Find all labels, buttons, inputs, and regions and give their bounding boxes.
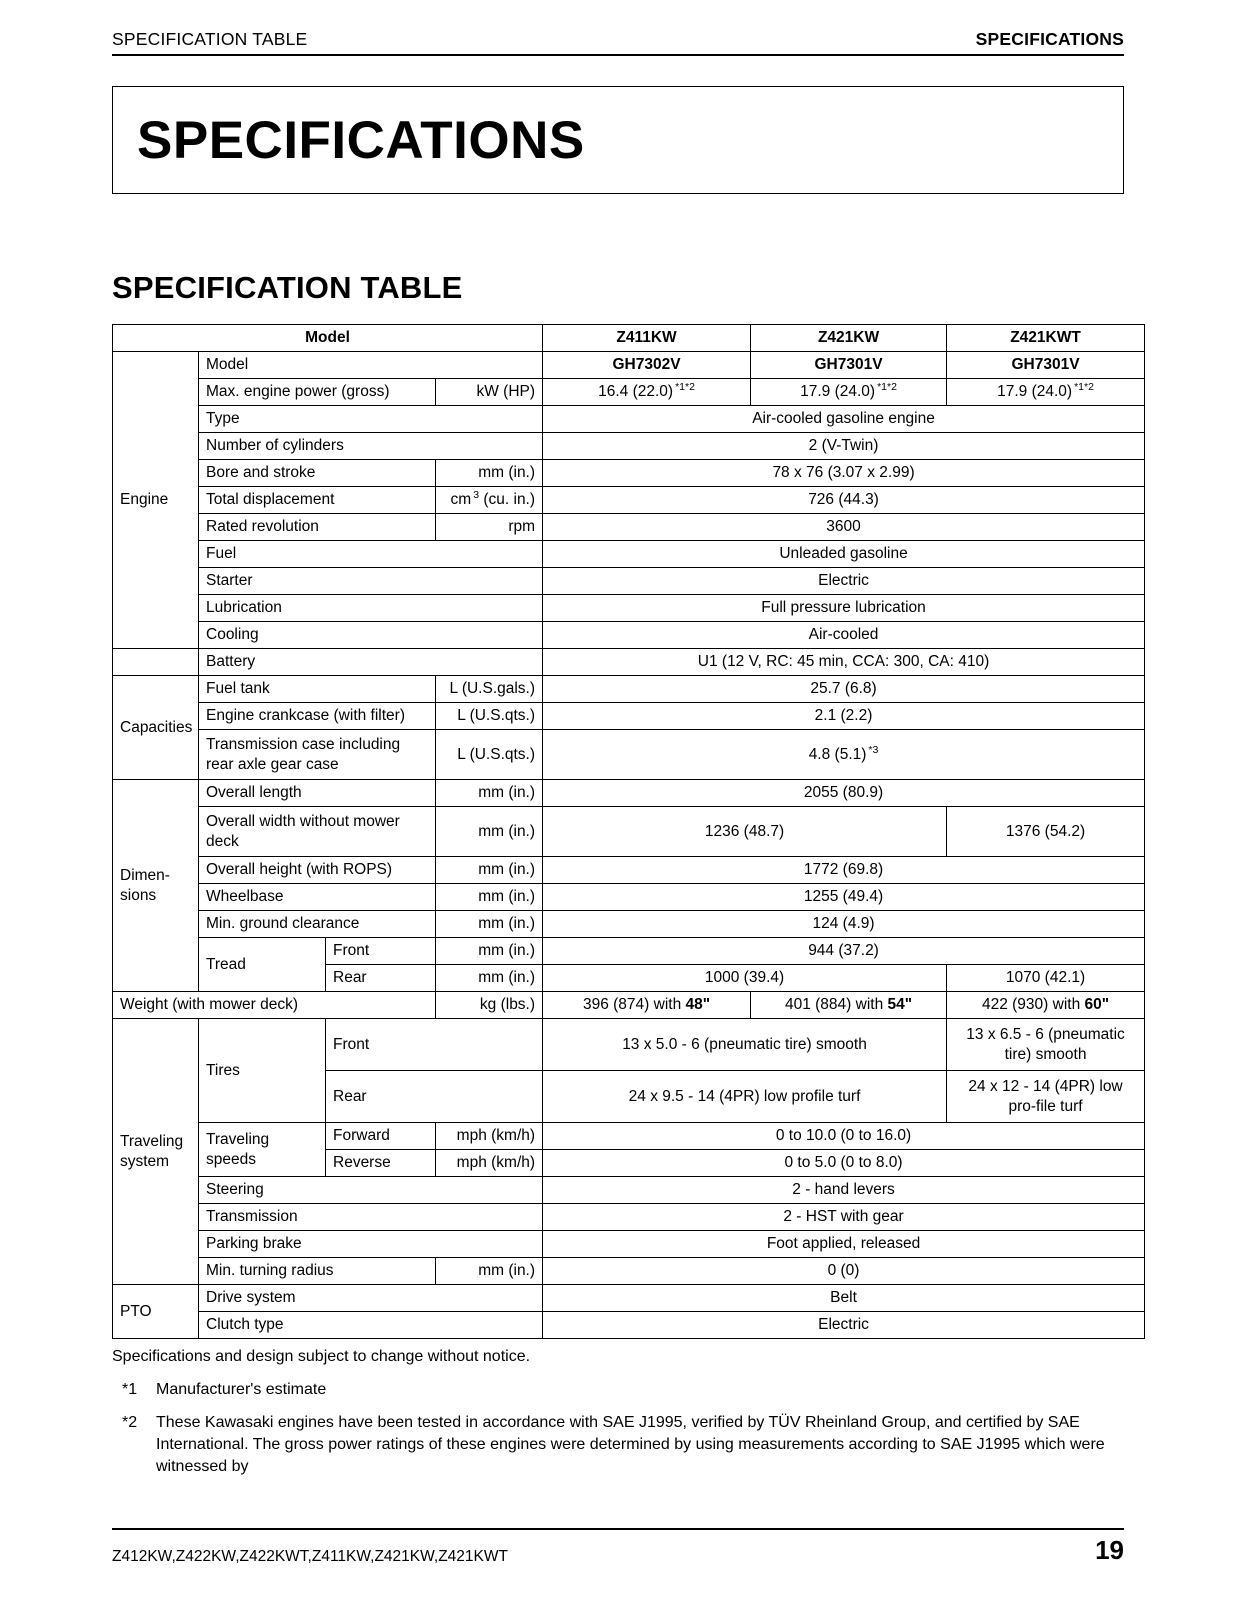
- cell-parking-brake-value: Foot applied, released: [543, 1231, 1145, 1258]
- cell-tires-front-z421kwt: 13 x 6.5 - 6 (pneumatic tire) smooth: [947, 1019, 1145, 1071]
- row-label-transmission-case: [199, 730, 436, 780]
- row-label-transmission: Transmission: [199, 1204, 543, 1231]
- weight-deck-size: 60": [1084, 996, 1110, 1014]
- row-label-bore-stroke: Bore and stroke: [199, 460, 436, 487]
- row-label-max-power: Max. engine power (gross): [199, 379, 436, 406]
- footnote-mark: *1: [122, 1381, 138, 1398]
- row-unit-overall-width: mm (in.): [436, 807, 543, 857]
- cell-displacement-value: 726 (44.3): [543, 487, 1145, 514]
- weight-value: 396 (874) with: [582, 996, 686, 1014]
- table-row: [113, 807, 1145, 857]
- row-sublabel-tread-front: Front: [326, 938, 436, 965]
- table-row: [113, 433, 1145, 460]
- row-label-cooling: Cooling: [199, 622, 543, 649]
- cell-drive-system-value: Belt: [543, 1285, 1145, 1312]
- header-model-label: Model: [113, 325, 543, 352]
- table-row: [113, 676, 1145, 703]
- running-header: [112, 0, 1124, 54]
- cell-forward-value: 0 to 10.0 (0 to 16.0): [543, 1123, 1145, 1150]
- row-label-line2: speeds: [206, 1150, 256, 1168]
- row-unit-transmission-case: L (U.S.qts.): [436, 730, 543, 780]
- cell-max-power-z411kw: [543, 379, 751, 406]
- table-row: [113, 1177, 1145, 1204]
- footnote-item: [112, 1379, 1124, 1401]
- cell-weight-z421kwt: [947, 992, 1145, 1019]
- row-label-line1: Traveling: [206, 1131, 270, 1149]
- row-unit-wheelbase: mm (in.): [436, 884, 543, 911]
- table-row: [113, 352, 1145, 379]
- group-label-engine-cont: [113, 649, 199, 676]
- row-label-crankcase: Engine crankcase (with filter): [199, 703, 436, 730]
- row-label-wheelbase: Wheelbase: [199, 884, 436, 911]
- table-row: [113, 992, 1145, 1019]
- cell-overall-height-value: 1772 (69.8): [543, 857, 1145, 884]
- row-label-tires: Tires: [199, 1019, 326, 1123]
- row-label-fuel: Fuel: [199, 541, 543, 568]
- cell-tread-rear-z411kw-z421kw: 1000 (39.4): [543, 965, 947, 992]
- weight-deck-size: 48": [685, 996, 711, 1014]
- row-sublabel-tread-rear: Rear: [326, 965, 436, 992]
- table-row: [113, 568, 1145, 595]
- row-label-steering: Steering: [199, 1177, 543, 1204]
- cell-clutch-type-value: Electric: [543, 1312, 1145, 1339]
- row-label-overall-width: [199, 807, 436, 857]
- cell-fuel-value: Unleaded gasoline: [543, 541, 1145, 568]
- cell-starter-value: Electric: [543, 568, 1145, 595]
- cell-cylinders-value: 2 (V-Twin): [543, 433, 1145, 460]
- footnote-text: These Kawasaki engines have been tested in accordance with SAE J1995, verified by TÜV Rheinland Group, and certified by SAE International. The gross power ratings of these engines were determined by using measurements according to SAE J1995 which were witnessed by: [156, 1414, 1105, 1476]
- row-label-weight: Weight (with mower deck): [113, 992, 436, 1019]
- cell-tread-rear-z421kwt: 1070 (42.1): [947, 965, 1145, 992]
- row-label-cylinders: Number of cylinders: [199, 433, 543, 460]
- cell-max-power-z421kw: [751, 379, 947, 406]
- table-row: [113, 514, 1145, 541]
- page-footer: [112, 1528, 1124, 1566]
- row-unit-tread-rear: mm (in.): [436, 965, 543, 992]
- row-label-starter: Starter: [199, 568, 543, 595]
- row-unit-crankcase: L (U.S.qts.): [436, 703, 543, 730]
- row-unit-weight: kg (lbs.): [436, 992, 543, 1019]
- row-unit-displacement: [436, 487, 543, 514]
- cell-tread-front-value: 944 (37.2): [543, 938, 1145, 965]
- footer-row: [112, 1535, 1124, 1566]
- row-label-clutch-type: Clutch type: [199, 1312, 543, 1339]
- group-label-line1: Traveling: [120, 1133, 184, 1151]
- footnote-ref: *1*2: [1074, 381, 1094, 394]
- row-unit-tread-front: mm (in.): [436, 938, 543, 965]
- row-label-type: Type: [199, 406, 543, 433]
- cell-bore-stroke-value: 78 x 76 (3.07 x 2.99): [543, 460, 1145, 487]
- specification-table: [112, 324, 1145, 1339]
- row-unit-reverse: mph (km/h): [436, 1150, 543, 1177]
- table-row: [113, 703, 1145, 730]
- cell-lubrication-value: Full pressure lubrication: [543, 595, 1145, 622]
- cell-overall-width-z411kw-z421kw: 1236 (48.7): [543, 807, 947, 857]
- row-unit-ground-clearance: mm (in.): [436, 911, 543, 938]
- cell-weight-z421kw: [751, 992, 947, 1019]
- group-label-dimensions: [113, 780, 199, 992]
- row-unit-overall-length: mm (in.): [436, 780, 543, 807]
- row-label-rated-rev: Rated revolution: [199, 514, 436, 541]
- page-title: SPECIFICATIONS: [137, 110, 585, 170]
- table-row: [113, 1019, 1145, 1071]
- table-row: [113, 884, 1145, 911]
- cell-engine-model-z421kw: GH7301V: [751, 352, 947, 379]
- cell-max-power-z421kwt-value: 17.9 (24.0): [997, 383, 1073, 401]
- row-unit-fuel-tank: L (U.S.gals.): [436, 676, 543, 703]
- running-header-left: SPECIFICATION TABLE: [112, 29, 308, 49]
- table-row: [113, 541, 1145, 568]
- cell-tires-front-z411kw-z421kw: 13 x 5.0 - 6 (pneumatic tire) smooth: [543, 1019, 947, 1071]
- note-disclaimer: Specifications and design subject to change without notice.: [112, 1348, 531, 1365]
- group-label-capacities: Capacities: [113, 676, 199, 780]
- row-unit-max-power: kW (HP): [436, 379, 543, 406]
- cell-engine-model-z411kw: GH7302V: [543, 352, 751, 379]
- table-row: [113, 730, 1145, 780]
- table-row: [113, 857, 1145, 884]
- footnote-ref: *1*2: [877, 381, 897, 394]
- table-row: [113, 487, 1145, 514]
- cell-tires-rear-z421kwt: 24 x 12 - 14 (4PR) low pro-file turf: [947, 1071, 1145, 1123]
- footnotes: [112, 1379, 1124, 1478]
- row-unit-forward: mph (km/h): [436, 1123, 543, 1150]
- footnote-ref: *1*2: [675, 381, 695, 394]
- cell-transmission-case-number: 4.8 (5.1): [808, 745, 867, 763]
- group-label-line1: Dimen-: [120, 867, 170, 885]
- row-unit-turning-radius: mm (in.): [436, 1258, 543, 1285]
- group-label-engine: Engine: [113, 352, 199, 649]
- row-label-line2: rear axle gear case: [206, 755, 339, 773]
- row-label-line1: Transmission case including: [206, 736, 401, 754]
- cell-engine-model-z421kwt: GH7301V: [947, 352, 1145, 379]
- group-label-pto: PTO: [113, 1285, 199, 1339]
- row-unit-overall-height: mm (in.): [436, 857, 543, 884]
- footnote-mark: *2: [122, 1414, 138, 1432]
- footnote-item: [112, 1412, 1124, 1478]
- row-label-overall-height: Overall height (with ROPS): [199, 857, 436, 884]
- cell-tires-rear-z411kw-z421kw: 24 x 9.5 - 14 (4PR) low profile turf: [543, 1071, 947, 1123]
- row-sublabel-reverse: Reverse: [326, 1150, 436, 1177]
- group-label-line2: system: [120, 1152, 170, 1170]
- table-row: [113, 406, 1145, 433]
- cell-type-value: Air-cooled gasoline engine: [543, 406, 1145, 433]
- row-label-fuel-tank: Fuel tank: [199, 676, 436, 703]
- table-row: [113, 1285, 1145, 1312]
- cell-crankcase-value: 2.1 (2.2): [543, 703, 1145, 730]
- table-row: [113, 460, 1145, 487]
- row-label-tread: Tread: [199, 938, 326, 992]
- row-sublabel-tires-rear: Rear: [326, 1071, 543, 1123]
- table-row: [113, 780, 1145, 807]
- row-label-line2: deck: [206, 832, 239, 850]
- group-label-line2: sions: [120, 886, 157, 904]
- table-row: [113, 1312, 1145, 1339]
- table-row: [113, 622, 1145, 649]
- footnote-text: Manufacturer's estimate: [156, 1381, 327, 1398]
- cell-weight-z411kw: [543, 992, 751, 1019]
- table-row: [113, 1258, 1145, 1285]
- cell-turning-radius-value: 0 (0): [543, 1258, 1145, 1285]
- cell-battery-value: U1 (12 V, RC: 45 min, CCA: 300, CA: 410): [543, 649, 1145, 676]
- row-label-engine-model: Model: [199, 352, 543, 379]
- row-sublabel-tires-front: Front: [326, 1019, 543, 1071]
- row-label-line1: Overall width without mower: [206, 813, 400, 831]
- cell-steering-value: 2 - hand levers: [543, 1177, 1145, 1204]
- cell-max-power-z411kw-value: 16.4 (22.0): [598, 383, 674, 401]
- table-row: [113, 1231, 1145, 1258]
- row-unit-rated-rev: rpm: [436, 514, 543, 541]
- weight-value: 401 (884) with: [784, 996, 888, 1014]
- cell-overall-width-z421kwt: 1376 (54.2): [947, 807, 1145, 857]
- cell-ground-clearance-value: 124 (4.9): [543, 911, 1145, 938]
- chapter-title-box: [112, 86, 1124, 194]
- cell-fuel-tank-value: 25.7 (6.8): [543, 676, 1145, 703]
- cell-overall-length-value: 2055 (80.9): [543, 780, 1145, 807]
- row-label-displacement: Total displacement: [199, 487, 436, 514]
- table-row: [113, 938, 1145, 965]
- table-row: [113, 1123, 1145, 1150]
- table-row: [113, 595, 1145, 622]
- footer-rule: [112, 1528, 1124, 1530]
- footer-model-list: Z412KW,Z422KW,Z422KWT,Z411KW,Z421KW,Z421KWT: [112, 1548, 508, 1565]
- unit-suffix: (cu. in.): [479, 491, 536, 509]
- row-label-overall-length: Overall length: [199, 780, 436, 807]
- page-number: 19: [1095, 1535, 1124, 1565]
- row-unit-bore-stroke: mm (in.): [436, 460, 543, 487]
- row-sublabel-forward: Forward: [326, 1123, 436, 1150]
- row-label-turning-radius: Min. turning radius: [199, 1258, 436, 1285]
- cell-transmission-case-value: [543, 730, 1145, 780]
- table-row: [113, 1204, 1145, 1231]
- cell-cooling-value: Air-cooled: [543, 622, 1145, 649]
- group-label-traveling-system: [113, 1019, 199, 1285]
- weight-deck-size: 54": [887, 996, 913, 1014]
- cell-wheelbase-value: 1255 (49.4): [543, 884, 1145, 911]
- table-row: [113, 911, 1145, 938]
- row-label-ground-clearance: Min. ground clearance: [199, 911, 436, 938]
- running-header-right: SPECIFICATIONS: [975, 29, 1124, 49]
- table-row: [113, 379, 1145, 406]
- header-col-z421kwt: Z421KWT: [947, 325, 1145, 352]
- unit-prefix: cm: [450, 491, 472, 509]
- cell-reverse-value: 0 to 5.0 (0 to 8.0): [543, 1150, 1145, 1177]
- unit-superscript: 3: [473, 489, 480, 502]
- row-label-drive-system: Drive system: [199, 1285, 543, 1312]
- row-label-parking-brake: Parking brake: [199, 1231, 543, 1258]
- header-rule: [112, 54, 1124, 56]
- table-header-row: [113, 325, 1145, 352]
- cell-max-power-z421kw-value: 17.9 (24.0): [800, 383, 876, 401]
- header-col-z421kw: Z421KW: [751, 325, 947, 352]
- row-label-battery: Battery: [199, 649, 543, 676]
- cell-max-power-z421kwt: [947, 379, 1145, 406]
- table-row: [113, 649, 1145, 676]
- cell-transmission-value: 2 - HST with gear: [543, 1204, 1145, 1231]
- header-col-z411kw: Z411KW: [543, 325, 751, 352]
- row-label-lubrication: Lubrication: [199, 595, 543, 622]
- section-heading: SPECIFICATION TABLE: [112, 270, 463, 305]
- weight-value: 422 (930) with: [981, 996, 1085, 1014]
- row-label-traveling-speeds: [199, 1123, 326, 1177]
- cell-rated-rev-value: 3600: [543, 514, 1145, 541]
- footnote-ref: *3: [868, 743, 879, 756]
